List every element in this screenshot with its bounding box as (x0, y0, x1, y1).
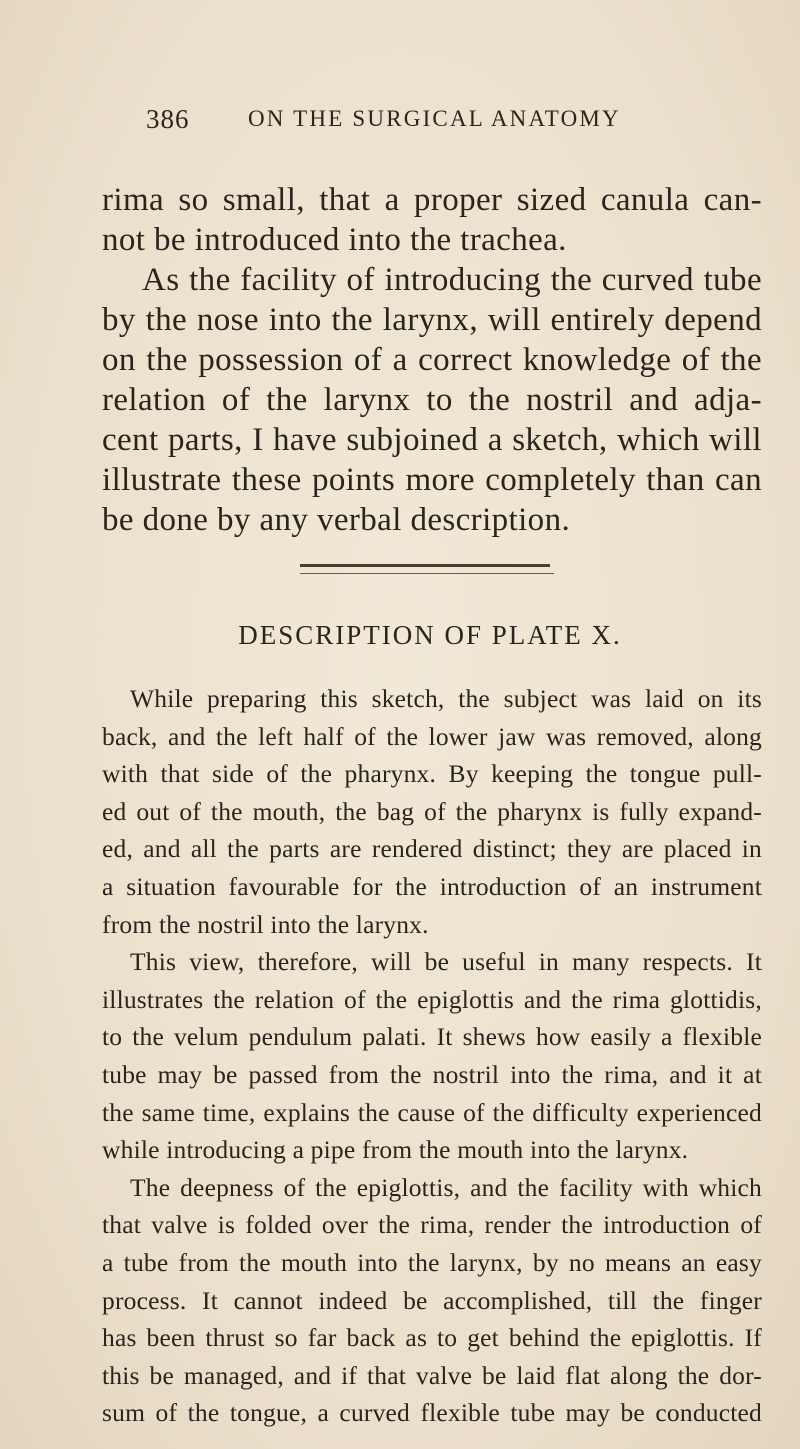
text-line: this be managed, and if that valve be laid flat along the dor- (102, 1360, 762, 1390)
text-line: ed, and all the parts are rendered distinct; they are placed in (102, 834, 762, 864)
text-line: As the facility of introducing the curved tube (142, 262, 762, 298)
section-divider (300, 564, 550, 567)
text-line: This view, therefore, will be useful in many respects. It (130, 947, 762, 977)
text-line: illustrate these points more completely than can (102, 462, 762, 498)
text-line: not be introduced into the trachea. (102, 222, 567, 258)
plate-description (102, 680, 762, 1432)
running-title: ON THE SURGICAL ANATOMY (248, 106, 621, 131)
text-line: a situation favourable for the introduction of an instrument (102, 871, 762, 901)
section-divider-thin (300, 573, 554, 574)
text-line: process. It cannot indeed be accomplished, till the finger (102, 1285, 762, 1315)
text-line: has been thrust so far back as to get behind the epiglottis. If (102, 1323, 762, 1353)
lead-paragraph (102, 180, 762, 540)
page-number: 386 (146, 104, 190, 134)
text-line: While preparing this sketch, the subject was laid on its (130, 684, 762, 713)
text-line: sum of the tongue, a curved flexible tube may be conducted (102, 1398, 762, 1428)
text-line: illustrates the relation of the epiglottis and the rima glottidis, (102, 984, 762, 1014)
running-head (146, 104, 760, 144)
text-line: by the nose into the larynx, will entirely depend (102, 302, 762, 338)
text-line: The deepness of the epiglottis, and the facility with which (130, 1172, 762, 1202)
section-heading: DESCRIPTION OF PLATE X. (238, 620, 622, 650)
text-line: while introducing a pipe from the mouth into the larynx. (102, 1135, 689, 1165)
text-line: tube may be passed from the nostril into the rima, and it at (102, 1059, 762, 1089)
text-line: relation of the larynx to the nostril and adja- (102, 382, 762, 418)
text-line: the same time, explains the cause of the difficulty experienced (102, 1097, 762, 1127)
text-line: rima so small, that a proper sized canula can- (102, 182, 762, 218)
text-line: on the possession of a correct knowledge of the (102, 342, 762, 378)
text-line: from the nostril into the larynx. (102, 909, 429, 939)
text-line: that valve is folded over the rima, render the introduction of (102, 1210, 762, 1240)
text-line: cent parts, I have subjoined a sketch, which will (102, 422, 762, 458)
text-line: back, and the left half of the lower jaw was removed, along (102, 721, 762, 751)
text-line: ed out of the mouth, the bag of the pharynx is fully expand- (102, 796, 762, 826)
text-line: be done by any verbal description. (102, 502, 571, 538)
text-line: a tube from the mouth into the larynx, by no means an easy (102, 1247, 762, 1277)
text-line: with that side of the pharynx. By keeping the tongue pull- (102, 759, 762, 789)
text-line: to the velum pendulum palati. It shews how easily a flexible (102, 1022, 762, 1052)
